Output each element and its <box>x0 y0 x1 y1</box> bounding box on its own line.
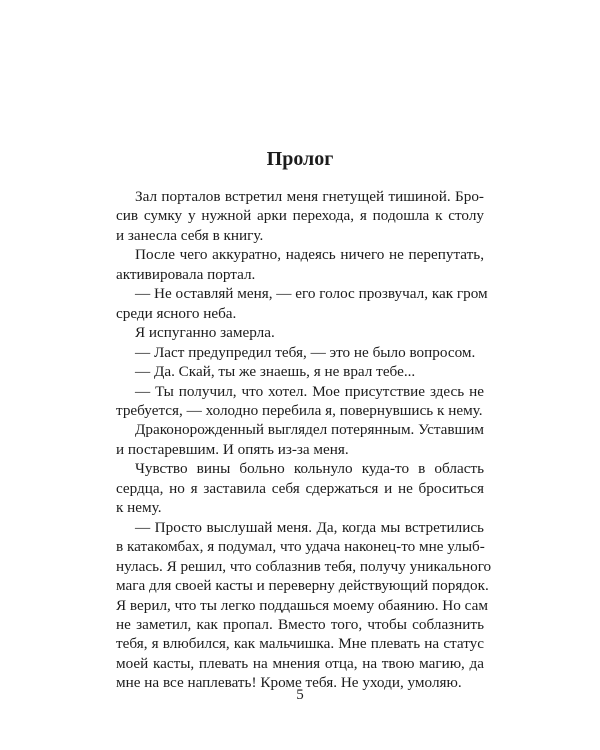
paragraph <box>116 362 484 381</box>
text-line: активировала портал. <box>116 265 256 283</box>
paragraph <box>116 284 488 323</box>
paragraph <box>116 187 484 245</box>
text-line: тебя, я влюбился, как мальчишка. Мне плевать на статус <box>116 635 484 653</box>
text-line: и постаревшим. И опять из-за меня. <box>116 440 349 458</box>
text-line: и занесла себя в книгу. <box>116 226 264 244</box>
text-line: к нему. <box>116 499 162 517</box>
paragraph <box>116 245 484 284</box>
text-line: среди ясного неба. <box>116 304 237 322</box>
text-line: мне на все наплевать! Кроме тебя. Не уходи, умоляю. <box>116 674 462 692</box>
paragraph <box>116 323 484 342</box>
text-line: Чувство вины больно кольнуло куда-то в область <box>135 460 484 478</box>
chapter-title: Пролог <box>266 148 334 170</box>
text-line: — Ты получил, что хотел. Мое присутствие здесь не <box>135 382 484 400</box>
text-line: нулась. Я решил, что соблазнив тебя, получу уникального <box>116 557 492 575</box>
chapter-body <box>116 187 492 693</box>
text-line: моей касты, плевать на мнения отца, на твою магию, да <box>116 654 484 672</box>
text-line: — Не оставляй меня, — его голос прозвучал, как гром <box>135 285 488 303</box>
paragraph <box>116 343 484 362</box>
text-line: Я испуганно замерла. <box>135 324 275 342</box>
text-line: в катакомбах, я подумал, что удача наконец-то мне улыб- <box>116 538 485 556</box>
paragraph <box>116 459 484 517</box>
text-line: — Да. Скай, ты же знаешь, я не врал тебе... <box>135 363 416 381</box>
text-line: не заметил, как пропал. Вместо того, чтобы соблазнить <box>116 615 484 633</box>
text-line: Я верил, что ты легко поддашься моему обаянию. Но сам <box>116 596 488 614</box>
text-line: сив сумку у нужной арки перехода, я подошла к столу <box>116 207 484 225</box>
text-line: Драконорожденный выглядел потерянным. Уставшим <box>135 421 484 439</box>
text-line: — Ласт предупредил тебя, — это не было вопросом. <box>135 343 476 361</box>
text-line: сердца, но я заставила себя сдержаться и не броситься <box>116 479 484 497</box>
text-line: — Просто выслушай меня. Да, когда мы встретились <box>135 518 484 536</box>
paragraph <box>116 518 492 693</box>
paragraph <box>116 382 484 421</box>
text-line: Зал порталов встретил меня гнетущей тишиной. Бро- <box>135 188 484 205</box>
text-line: мага для своей касты и переверну действующий порядок. <box>116 577 489 595</box>
text-line: После чего аккуратно, надеясь ничего не перепутать, <box>135 246 484 264</box>
page-number: 5 <box>296 687 304 703</box>
paragraph <box>116 420 484 459</box>
text-line: требуется, — холодно перебила я, повернувшись к нему. <box>116 401 483 419</box>
